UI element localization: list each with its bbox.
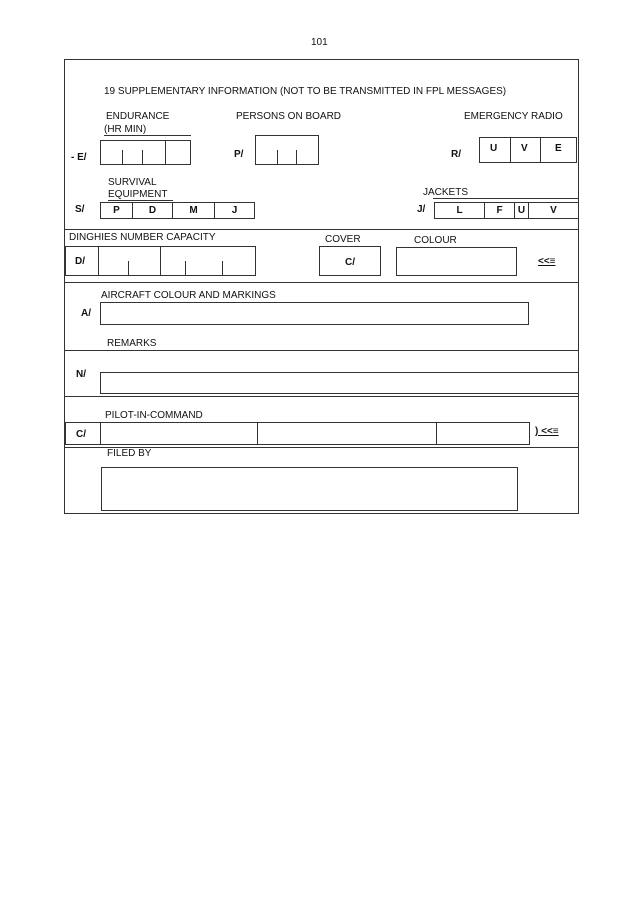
colour-input[interactable] — [396, 247, 517, 276]
section-divider — [64, 396, 579, 397]
dinghies-field-code: D/ — [75, 256, 85, 267]
survival-label-line2: EQUIPMENT — [108, 189, 168, 200]
jacket-option-l[interactable]: L — [434, 202, 485, 219]
end-marker: ) <<≡ — [535, 426, 559, 437]
aircraft-colour-field-code: A/ — [81, 308, 91, 319]
pilot-in-command-field-code: C/ — [76, 429, 86, 440]
aircraft-colour-label: AIRCRAFT COLOUR AND MARKINGS — [101, 290, 276, 301]
section-divider — [64, 282, 579, 283]
survival-option-j[interactable]: J — [214, 202, 255, 219]
cover-label: COVER — [325, 234, 361, 245]
cell-divider — [257, 422, 258, 445]
radio-option-u[interactable]: U — [490, 143, 498, 154]
cell-divider — [510, 137, 511, 163]
end-marker: <<≡ — [538, 256, 556, 267]
section-divider — [64, 229, 579, 230]
label-underline — [104, 135, 191, 136]
radio-option-e[interactable]: E — [555, 143, 562, 154]
survival-field-code: S/ — [75, 204, 85, 215]
persons-on-board-input[interactable] — [255, 135, 319, 165]
survival-option-p[interactable]: P — [100, 202, 133, 219]
radio-option-v[interactable]: V — [521, 143, 528, 154]
remarks-input[interactable] — [100, 372, 579, 394]
filed-by-label: FILED BY — [107, 448, 152, 459]
survival-option-d[interactable]: D — [132, 202, 173, 219]
label-underline — [108, 200, 173, 201]
filed-by-input[interactable] — [101, 467, 518, 511]
cell-divider — [277, 150, 278, 165]
cell-divider — [165, 140, 166, 165]
emergency-radio-field-code: R/ — [451, 149, 461, 160]
row-line — [64, 350, 579, 351]
pilot-in-command-input[interactable] — [65, 422, 530, 445]
page-number: 101 — [311, 37, 328, 48]
remarks-field-code: N/ — [76, 369, 86, 380]
jacket-option-f[interactable]: F — [484, 202, 515, 219]
endurance-sublabel: (HR MIN) — [104, 124, 147, 135]
cell-divider — [98, 246, 99, 276]
cell-divider — [222, 261, 223, 276]
cell-divider — [142, 150, 143, 165]
endurance-label: ENDURANCE — [106, 111, 170, 122]
aircraft-colour-input[interactable] — [100, 302, 529, 325]
survival-option-m[interactable]: M — [172, 202, 215, 219]
cell-divider — [160, 246, 161, 276]
endurance-input[interactable] — [100, 140, 191, 165]
endurance-field-code: - E/ — [71, 152, 87, 163]
cell-divider — [436, 422, 437, 445]
cell-divider — [122, 150, 123, 165]
jackets-label: JACKETS — [423, 187, 469, 198]
cover-field-code: C/ — [345, 257, 355, 268]
section-heading: 19 SUPPLEMENTARY INFORMATION (NOT TO BE TRANSMITTED IN FPL MESSAGES) — [104, 86, 507, 97]
jacket-option-v[interactable]: V — [528, 202, 579, 219]
colour-label: COLOUR — [414, 235, 457, 246]
jackets-field-code: J/ — [417, 204, 426, 215]
cell-divider — [185, 261, 186, 276]
survival-label: SURVIVAL — [108, 177, 157, 188]
cell-divider — [540, 137, 541, 163]
persons-on-board-label: PERSONS ON BOARD — [236, 111, 342, 122]
remarks-label: REMARKS — [107, 338, 157, 349]
emergency-radio-label: EMERGENCY RADIO — [464, 111, 563, 122]
label-underline — [433, 198, 579, 199]
dinghies-label: DINGHIES NUMBER CAPACITY — [69, 232, 216, 243]
cell-divider — [128, 261, 129, 276]
pilot-in-command-label: PILOT-IN-COMMAND — [105, 410, 203, 421]
cell-divider — [100, 422, 101, 445]
jacket-option-u[interactable]: U — [514, 202, 529, 219]
persons-on-board-field-code: P/ — [234, 149, 244, 160]
cell-divider — [296, 150, 297, 165]
